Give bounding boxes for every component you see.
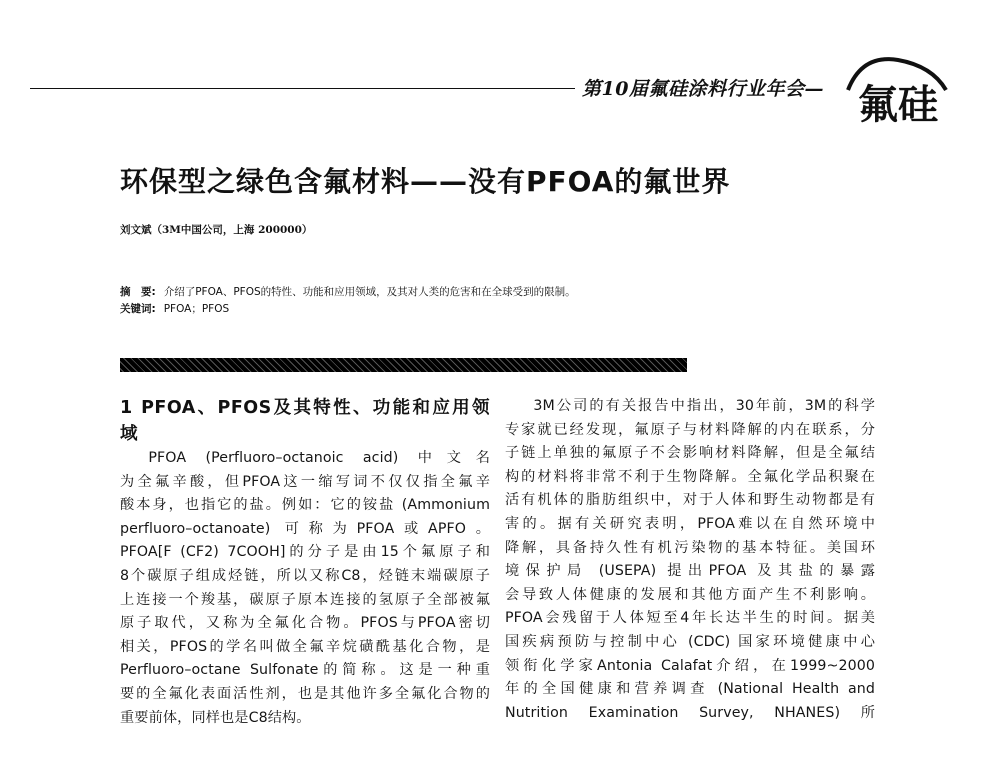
- text-line: perfluoro–octanoate) 可称为PFOA或APFO。: [120, 520, 490, 537]
- abstract-row: [120, 284, 576, 301]
- header-rule: [30, 88, 575, 89]
- text-line: 相关，PFOS的学名叫做全氟辛烷磺酰基化合物，是: [120, 638, 490, 655]
- keywords-row: [120, 301, 576, 318]
- text-line: 境保护局 (USEPA) 提出PFOA 及其盐的暴露: [505, 563, 875, 580]
- text-line: 专家就已经发现，氟原子与材料降解的内在联系，分: [505, 421, 875, 438]
- keywords-label: 关键词:: [120, 303, 156, 315]
- conference-logo: [842, 50, 954, 126]
- right-column: [505, 395, 875, 725]
- text-line: 会导致人体健康的发展和其他方面产生不利影响。: [505, 586, 875, 603]
- text-line: 降解，具备持久性有机污染物的基本特征。美国环: [505, 539, 875, 556]
- text-line: 8个碳原子组成烃链，所以又称C8，烃链末端碳原子: [120, 567, 490, 584]
- text-line: Perfluoro–octane Sulfonate的简称。这是一种重: [120, 662, 490, 679]
- body-paragraph: [505, 395, 875, 725]
- text-line: 原子取代，又称为全氟化合物。PFOS与PFOA密切: [120, 615, 490, 632]
- text-line: PFOA会残留于人体短至4年长达半生的时间。据美: [505, 610, 875, 627]
- text-line: 活有机体的脂肪组织中，对于人体和野生动物都是有: [505, 492, 875, 509]
- left-column: [120, 395, 490, 730]
- abstract-block: [120, 284, 576, 318]
- body-paragraph: [120, 447, 490, 730]
- text-line: 上连接一个羧基，碳原子原本连接的氢原子全部被氟: [120, 591, 490, 608]
- text-line: 害的。据有关研究表明，PFOA难以在自然环境中: [505, 515, 875, 532]
- text-line: PFOA[F (CF2) 7COOH]的分子是由15个氟原子和: [120, 544, 490, 561]
- conference-title: 第10届氟硅涂料行业年会—: [582, 78, 824, 100]
- text-line: 为全氟辛酸，但PFOA这一缩写词不仅仅指全氟辛: [120, 473, 490, 490]
- text-line: 要的全氟化表面活性剂，也是其他许多全氟化合物的: [120, 685, 490, 702]
- section-divider-bar: [120, 358, 687, 372]
- text-line: 构的材料将非常不利于生物降解。全氟化学品积聚在: [505, 468, 875, 485]
- text-line: 重要前体，同样也是C8结构。: [120, 709, 311, 726]
- text-line: 子链上单独的氟原子不会影响材料降解，但是全氟结: [505, 445, 875, 462]
- text-line: Nutrition Examination Survey, NHANES) 所: [505, 704, 875, 721]
- text-line: 3M公司的有关报告中指出，30年前，3M的科学: [533, 398, 875, 414]
- abstract-text: 介绍了PFOA、PFOS的特性、功能和应用领域，及其对人类的危害和在全球受到的限制。: [163, 286, 576, 298]
- section-heading-line-1: 1 PFOA、PFOS及其特性、功能和应用领: [120, 398, 490, 418]
- text-line: 酸本身，也指它的盐。例如：它的铵盐 (Ammonium: [120, 497, 490, 514]
- logo-text: 氟硅: [858, 81, 938, 126]
- text-line: 国疾病预防与控制中心 (CDC) 国家环境健康中心: [505, 633, 875, 650]
- text-line: 年的全国健康和营养调查 (National Health and: [505, 681, 875, 698]
- text-line: PFOA (Perfluoro–octanoic acid) 中文名: [148, 450, 490, 466]
- author-line: 刘文斌（3M中国公司，上海 200000）: [120, 224, 313, 236]
- keywords-text: PFOA；PFOS: [163, 303, 230, 315]
- paper-title: 环保型之绿色含氟材料——没有PFOA的氟世界: [120, 165, 731, 198]
- section-heading: [120, 395, 490, 447]
- section-heading-line-2: 域: [120, 424, 138, 444]
- abstract-label: 摘 要:: [120, 286, 156, 298]
- text-line: 领衔化学家Antonia Calafat介绍，在1999~2000: [505, 657, 875, 674]
